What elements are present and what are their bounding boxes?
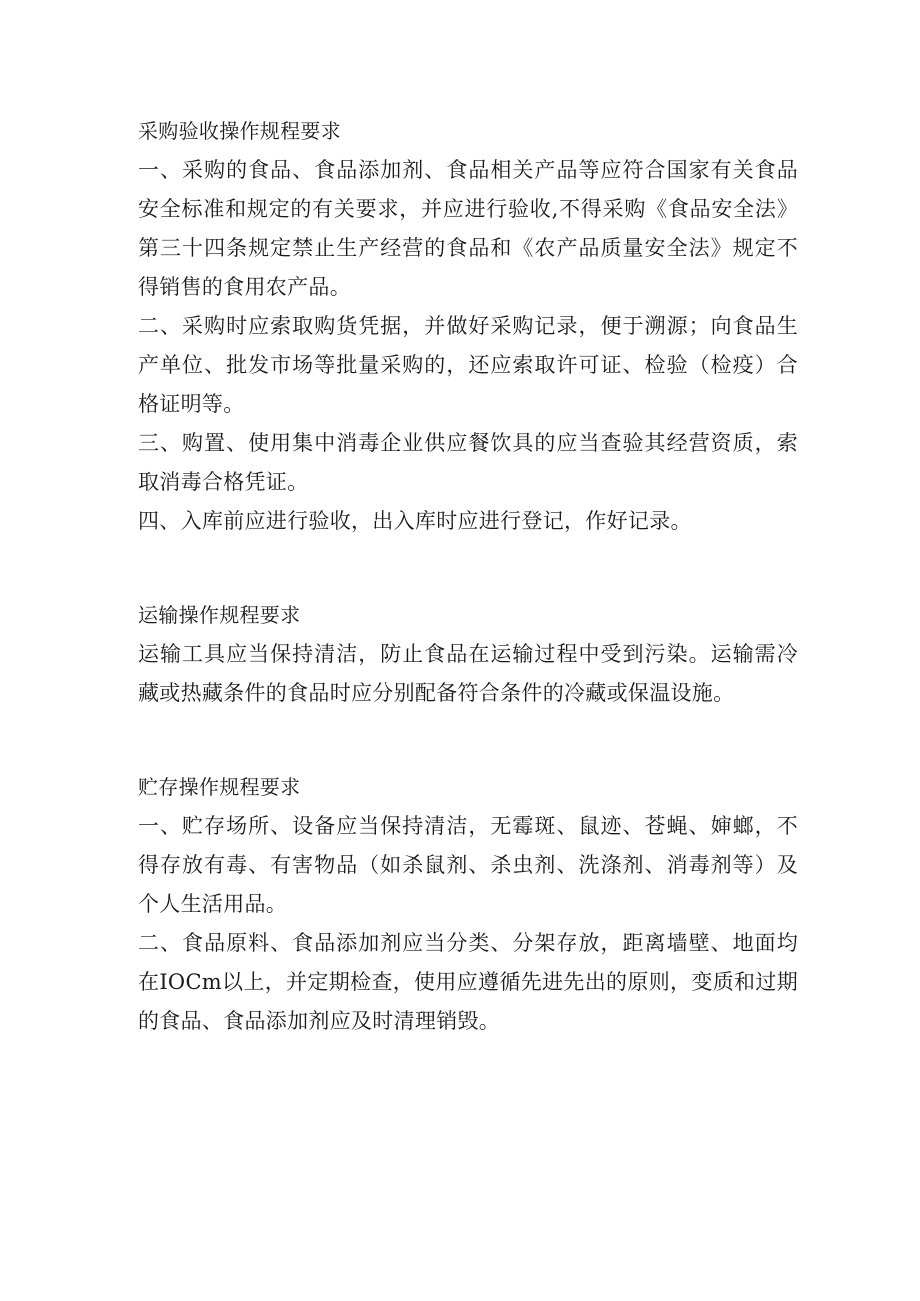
paragraph: 二、食品原料、食品添加剂应当分类、分架存放，距离墙壁、地面均在IOCm以上，并定期检查，使用应遵循先进先出的原则，变质和过期的食品、食品添加剂应及时清理销毁。 [138,931,798,1033]
section-procurement [138,112,798,541]
section-transport [138,596,798,713]
paragraph: 二、采购时应索取购货凭据，并做好采购记录，便于溯源；向食品生产单位、批发市场等批量采购的，还应索取许可证、检验（检疫）合格证明等。 [138,314,798,416]
section-spacer [138,713,798,768]
section-storage [138,768,798,1041]
paragraph: 一、采购的食品、食品添加剂、食品相关产品等应符合国家有关食品安全标准和规定的有关要求，并应进行验收,不得采购《食品安全法》第三十四条规定禁止生产经营的食品和《农产品质量安全法》规定不得销售的食用农产品。 [138,158,798,299]
paragraph: 一、贮存场所、设备应当保持清洁，无霉斑、鼠迹、苍蝇、婶螂，不得存放有毒、有害物品（如杀鼠剂、杀虫剂、洗涤剂、消毒剂等）及个人生活用品。 [138,814,798,916]
paragraph: 四、入库前应进行验收，出入库时应进行登记，作好记录。 [138,509,692,533]
section-heading: 采购验收操作规程要求 [138,119,341,143]
section-spacer [138,541,798,596]
section-heading: 运输操作规程要求 [138,603,301,627]
document-page [138,112,798,1041]
section-heading: 贮存操作规程要求 [138,775,301,799]
paragraph: 三、购置、使用集中消毒企业供应餐饮具的应当查验其经营资质，索取消毒合格凭证。 [138,431,798,494]
paragraph: 运输工具应当保持清洁，防止食品在运输过程中受到污染。运输需冷藏或热藏条件的食品时应分别配备符合条件的冷藏或保温设施。 [138,642,798,705]
